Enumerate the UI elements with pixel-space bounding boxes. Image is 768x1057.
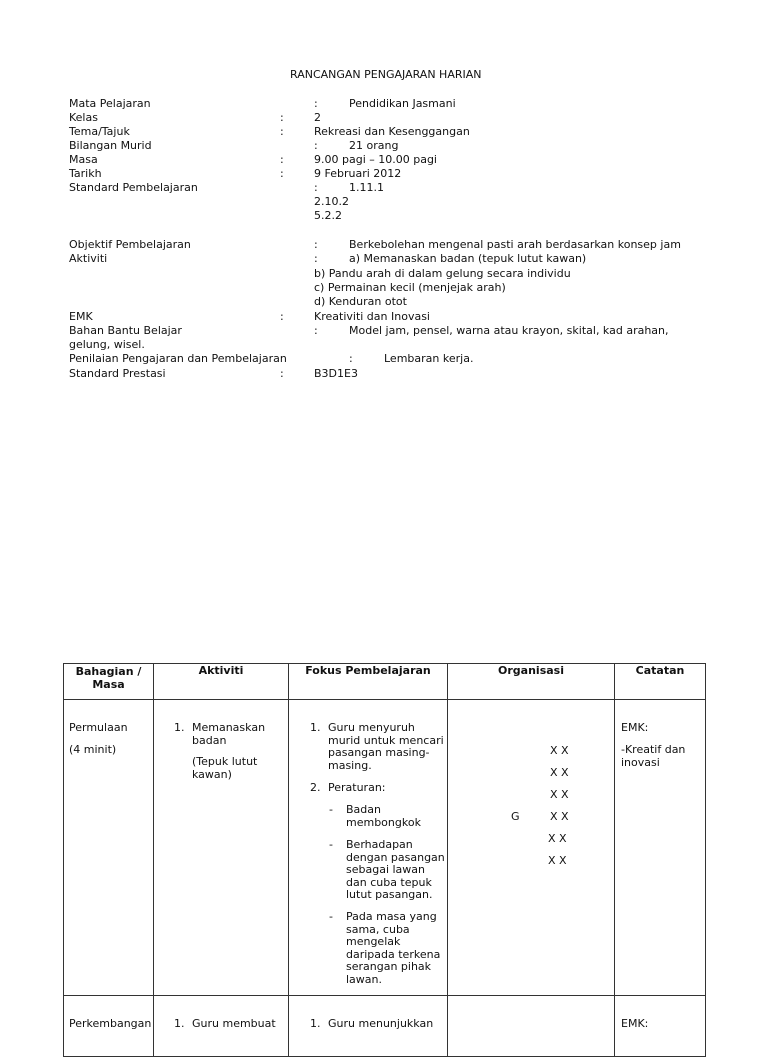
cell-fokus	[289, 700, 448, 996]
header-catatan: Catatan	[615, 664, 706, 700]
cell-aktiviti	[154, 996, 289, 1057]
rule-2: Berhadapan dengan pasangan sebagai lawan dan cuba tepuk lutut pasangan.	[346, 838, 445, 901]
colon: :	[314, 238, 318, 251]
dash: -	[329, 838, 333, 851]
header-aktiviti: Aktiviti	[154, 664, 289, 700]
aktiviti-item-d: d) Kenduran otot	[314, 295, 407, 308]
value-bilangan-murid: 21 orang	[349, 139, 399, 152]
list-number: 1.	[174, 721, 185, 734]
aktiviti-text: Guru membuat	[192, 1017, 276, 1030]
formation-pair: X X	[550, 810, 569, 823]
value-objektif: Berkebolehan mengenal pasti arah berdasarkan konsep jam	[349, 238, 681, 251]
colon: :	[314, 252, 318, 265]
dash: -	[329, 803, 333, 816]
label-mata-pelajaran: Mata Pelajaran	[69, 97, 151, 110]
header-bahagian: Bahagian / Masa	[64, 664, 154, 700]
cell-fokus	[289, 996, 448, 1057]
formation-pair: X X	[548, 854, 567, 867]
label-aktiviti: Aktiviti	[69, 252, 108, 265]
cell-bahagian	[64, 700, 154, 996]
value-bahan-bantu: Model jam, pensel, warna atau krayon, skital, kad arahan,	[349, 324, 669, 337]
rule-1: Badan membongkok	[346, 803, 421, 829]
dash: -	[329, 910, 333, 923]
aktiviti-item-a: a) Memanaskan badan (tepuk lutut kawan)	[349, 252, 587, 265]
colon: :	[280, 125, 284, 138]
value-penilaian: Lembaran kerja.	[384, 352, 474, 365]
value-bahan-bantu-cont: gelung, wisel.	[69, 338, 145, 351]
table-row	[64, 700, 706, 996]
colon: :	[314, 97, 318, 110]
aktiviti-item-b: b) Pandu arah di dalam gelung secara individu	[314, 267, 571, 280]
colon: :	[314, 139, 318, 152]
table-header-row	[64, 664, 706, 700]
colon: :	[314, 324, 318, 337]
cell-catatan	[615, 996, 706, 1057]
bahagian-permulaan: Permulaan	[69, 721, 128, 734]
label-emk: EMK	[69, 310, 93, 323]
value-kelas: 2	[314, 111, 321, 124]
label-tema: Tema/Tajuk	[69, 125, 130, 138]
value-standard-3: 5.2.2	[314, 209, 342, 222]
value-standard-1: 1.11.1	[349, 181, 384, 194]
label-standard-pembelajaran: Standard Pembelajaran	[69, 181, 198, 194]
label-objektif: Objektif Pembelajaran	[69, 238, 191, 251]
list-number: 1.	[310, 721, 321, 734]
aktiviti-text: Memanaskan badan	[192, 721, 266, 747]
label-tarikh: Tarikh	[69, 167, 102, 180]
label-standard-prestasi: Standard Prestasi	[69, 367, 166, 380]
lesson-plan-table	[63, 663, 706, 1057]
header-fokus: Fokus Pembelajaran	[289, 664, 448, 700]
formation-pair: X X	[550, 766, 569, 779]
table-row	[64, 996, 706, 1057]
colon: :	[349, 352, 353, 365]
cell-bahagian	[64, 996, 154, 1057]
teacher-marker: G	[511, 810, 520, 823]
value-masa: 9.00 pagi – 10.00 pagi	[314, 153, 437, 166]
bahagian-perkembangan: Perkembangan	[69, 1017, 152, 1030]
list-number: 1.	[310, 1017, 321, 1030]
catatan-label: EMK:	[621, 1017, 649, 1030]
value-tarikh: 9 Februari 2012	[314, 167, 402, 180]
masa-permulaan: (4 minit)	[69, 743, 117, 756]
label-bahan-bantu: Bahan Bantu Belajar	[69, 324, 182, 337]
value-emk: Kreativiti dan Inovasi	[314, 310, 430, 323]
cell-aktiviti	[154, 700, 289, 996]
catatan-label: EMK:	[621, 721, 649, 734]
formation-pair: X X	[548, 832, 567, 845]
value-mata-pelajaran: Pendidikan Jasmani	[349, 97, 456, 110]
fokus-item-1: Guru menyuruh murid untuk mencari pasangan masing-masing.	[328, 721, 444, 772]
aktiviti-item-c: c) Permainan kecil (menjejak arah)	[314, 281, 506, 294]
value-tema: Rekreasi dan Kesenggangan	[314, 125, 470, 138]
label-kelas: Kelas	[69, 111, 98, 124]
fokus-text: Guru menunjukkan	[328, 1017, 434, 1030]
list-number: 2.	[310, 781, 321, 794]
value-standard-prestasi: B3D1E3	[314, 367, 358, 380]
fokus-item-2: Peraturan:	[328, 781, 386, 794]
aktiviti-note: (Tepuk lutut kawan)	[192, 755, 258, 781]
value-standard-2: 2.10.2	[314, 195, 349, 208]
cell-catatan	[615, 700, 706, 996]
colon: :	[280, 153, 284, 166]
cell-organisasi	[448, 700, 615, 996]
catatan-text: -Kreatif dan inovasi	[621, 743, 686, 769]
colon: :	[280, 310, 284, 323]
header-organisasi: Organisasi	[448, 664, 615, 700]
formation-pair: X X	[550, 744, 569, 757]
rule-3: Pada masa yang sama, cuba mengelak daripada terkena serangan pihak lawan.	[346, 910, 441, 986]
colon: :	[280, 367, 284, 380]
colon: :	[314, 181, 318, 194]
colon: :	[280, 111, 284, 124]
list-number: 1.	[174, 1017, 185, 1030]
label-masa: Masa	[69, 153, 98, 166]
cell-organisasi	[448, 996, 615, 1057]
label-bilangan-murid: Bilangan Murid	[69, 139, 152, 152]
label-penilaian: Penilaian Pengajaran dan Pembelajaran	[69, 352, 287, 365]
colon: :	[280, 167, 284, 180]
document-title: RANCANGAN PENGAJARAN HARIAN	[290, 68, 482, 81]
formation-pair: X X	[550, 788, 569, 801]
